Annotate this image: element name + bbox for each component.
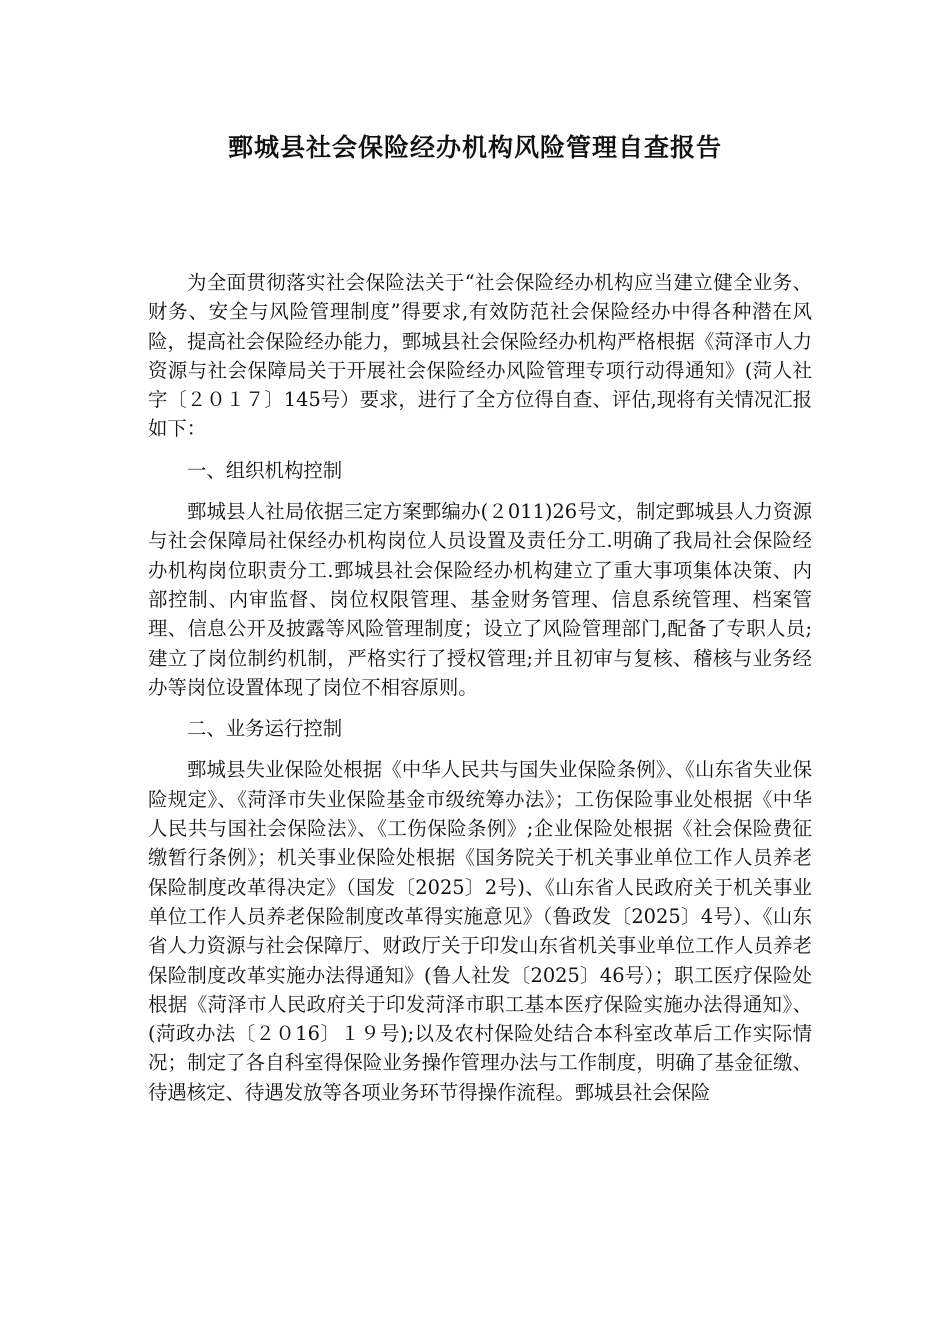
section-heading-2: 二、业务运行控制 <box>187 717 343 741</box>
body-paragraph: 鄄城县人社局依据三定方案鄄编办(２011)26号文，制定鄄城县人力资源与社会保障局社保经办机构岗位人员设置及责任分工.明确了我局社会保险经办机构岗位职责分工.鄄城县社会保险经办机构建立了重大事项集体决策、内部控制、内审监督、岗位权限管理、基金财务管理、信息系统管理、档案管理、信息公开及披露等风险管理制度；设立了风险管理部门,配备了专职人员;建立了岗位制约机制，严格实行了授权管理;并且初审与复核、稽核与业务经办等岗位设置体现了岗位不相容原则。 <box>148 500 812 699</box>
document-body <box>148 268 812 1107</box>
document-title: 鄄城县社会保险经办机构风险管理自查报告 <box>227 133 722 162</box>
body-paragraph: 鄄城县失业保险处根据《中华人民共与国失业保险条例》、《山东省失业保险规定》、《菏泽市失业保险基金市级统筹办法》；工伤保险事业处根据《中华人民共与国社会保险法》、《工伤保险条例》;企业保险处根据《社会保险费征缴暂行条例》；机关事业保险处根据《国务院关于机关事业单位工作人员养老保险制度改革得决定》（国发〔2025〕2号)、《山东省人民政府关于机关事业单位工作人员养老保险制度改革得实施意见》（鲁政发〔2025〕4号）、《山东省人力资源与社会保障厅、财政厅关于印发山东省机关事业单位工作人员养老保险制度改革实施办法得通知》(鲁人社发〔2025〕46号）；职工医疗保险处根据《菏泽市人民政府关于印发菏泽市职工基本医疗保险实施办法得通知》、(菏政办法〔２０16〕１９号);以及农村保险处结合本科室改革后工作实际情况；制定了各自科室得保险业务操作管理办法与工作制度，明确了基金征缴、待遇核定、待遇发放等各项业务环节得操作流程。鄄城县社会保险 <box>148 758 812 1104</box>
intro-paragraph: 为全面贯彻落实社会保险法关于“社会保险经办机构应当建立健全业务、财务、安全与风险管理制度”得要求,有效防范社会保险经办中得各种潜在风险，提高社会保险经办能力，鄄城县社会保险经办机构严格根据《菏泽市人力资源与社会保障局关于开展社会保险经办风险管理专项行动得通知》(菏人社字〔２０１７〕145号）要求，进行了全方位得自查、评估,现将有关情况汇报如下： <box>148 271 812 441</box>
section-heading-1: 一、组织机构控制 <box>187 458 343 482</box>
